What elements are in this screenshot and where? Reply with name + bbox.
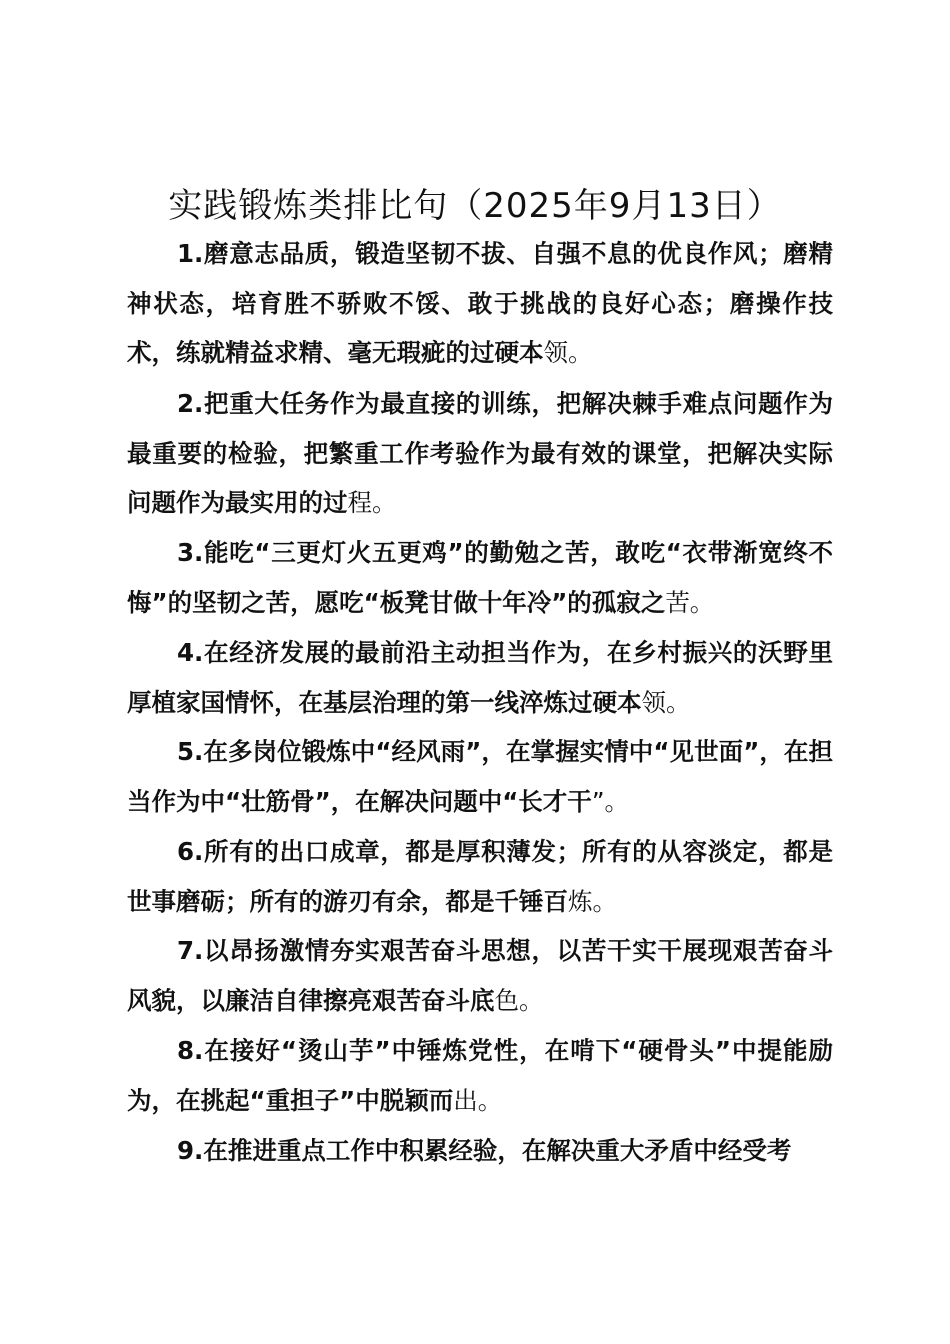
paragraph-9-body: 9.在推进重点工作中积累经验，在解决重大矛盾中经受考 — [177, 1136, 792, 1165]
paragraph-1-body: 1.磨意志品质，锻造坚韧不拔、自强不息的优良作风；磨精神状态，培育胜不骄败不馁、敢于挑战的良好心态；磨操作技术，练就精益求精、毫无瑕疵的过硬本 — [127, 239, 833, 367]
paragraph-3-tail: 苦。 — [665, 587, 715, 617]
paragraph-9 — [127, 1126, 833, 1176]
paragraph-7-tail: 色。 — [494, 985, 544, 1015]
paragraph-5-tail: ”。 — [591, 786, 630, 816]
paragraph-4-body: 4.在经济发展的最前沿主动担当作为，在乡村振兴的沃野里厚植家国情怀，在基层治理的第一线淬炼过硬本 — [127, 638, 833, 717]
paragraph-2-body: 2.把重大任务作为最直接的训练，把解决棘手难点问题作为最重要的检验，把繁重工作考验作为最有效的课堂，把解决实际问题作为最实用的过 — [127, 389, 833, 517]
paragraph-2-tail: 程。 — [347, 488, 397, 517]
paragraph-7 — [127, 926, 833, 1025]
paragraph-5 — [127, 727, 833, 826]
paragraph-4-tail: 领。 — [641, 687, 691, 717]
paragraph-8-body: 8.在接好“烫山芋”中锤炼党性，在啃下“硬骨头”中提能励为，在挑起“重担子”中脱颖而 — [127, 1036, 833, 1115]
paragraph-6-body: 6.所有的出口成章，都是厚积薄发；所有的从容淡定，都是世事磨砺；所有的游刃有余，都是千锤百 — [127, 837, 833, 916]
paragraph-8 — [127, 1026, 833, 1125]
paragraph-7-body: 7.以昂扬激情夯实艰苦奋斗思想，以苦干实干展现艰苦奋斗风貌，以廉洁自律擦亮艰苦奋斗底 — [127, 936, 833, 1015]
paragraph-1 — [127, 229, 833, 378]
paragraph-4 — [127, 628, 833, 727]
paragraph-2 — [127, 379, 833, 528]
paragraph-6-tail: 炼。 — [568, 886, 617, 916]
document-title: 实践锻炼类排比句（2025年9月13日） — [168, 186, 782, 226]
paragraph-6 — [127, 827, 833, 926]
paragraph-3 — [127, 528, 833, 627]
paragraph-8-tail: 出。 — [453, 1085, 503, 1115]
paragraph-5-body: 5.在多岗位锻炼中“经风雨”，在掌握实情中“见世面”，在担当作为中“壮筋骨”，在解决问题中“长才干 — [127, 737, 833, 816]
paragraph-1-tail: 领。 — [543, 338, 593, 367]
paragraph-3-body: 3.能吃“三更灯火五更鸡”的勤勉之苦，敢吃“衣带渐宽终不悔”的坚韧之苦，愿吃“板凳甘做十年冷”的孤寂之 — [127, 538, 833, 617]
